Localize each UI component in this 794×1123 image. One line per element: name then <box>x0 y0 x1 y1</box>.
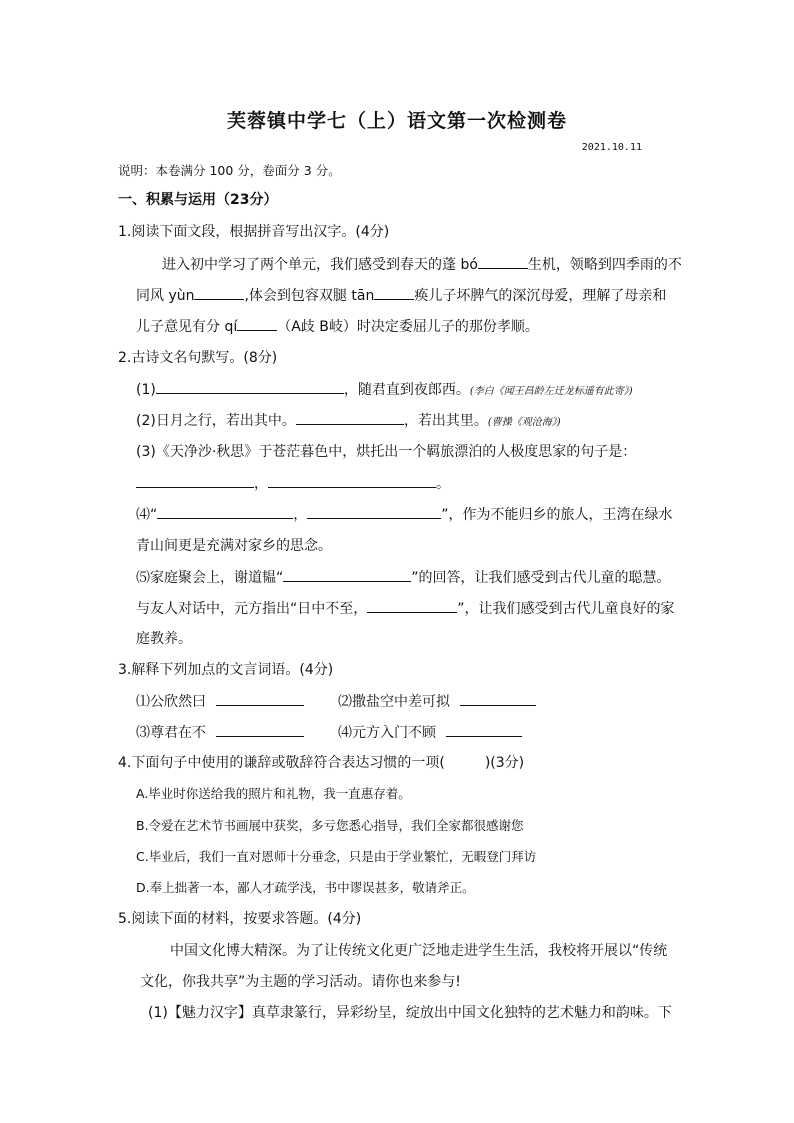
answer-blank[interactable] <box>157 504 293 519</box>
q2-text: ⑷“ <box>136 507 158 523</box>
q1-text: ,体会到包容双腿 tān <box>244 288 375 304</box>
answer-blank[interactable] <box>237 316 277 331</box>
q2-text: ， <box>254 476 268 492</box>
q2-text: (1) <box>136 382 156 398</box>
answer-blank[interactable] <box>478 254 528 269</box>
poem-source: (曹操《观沧海》) <box>487 417 561 428</box>
q4-text: 4.下面句子中使用的谦辞或敬辞符合表达习惯的一项( <box>118 755 445 771</box>
q4-option-a: A.毕业时你送给我的照片和礼物，我一直惠存着。 <box>136 786 411 801</box>
q2-item3-blanks <box>136 473 450 494</box>
q2-text: ， <box>293 507 308 523</box>
answer-blank[interactable] <box>307 504 441 519</box>
q5-subquestion-1: (1)【魅力汉字】真草隶篆行，异彩纷呈，绽放出中国文化独特的艺术魅力和韵味。下 <box>148 1005 672 1021</box>
answer-blank[interactable] <box>460 691 536 706</box>
q1-heading: 1.阅读下面文段，根据拼音写出汉字。(4分) <box>118 224 390 240</box>
q2-item2 <box>136 410 561 433</box>
q1-text: （A歧 B岐）时决定委屈儿子的那份孝顺。 <box>277 319 539 335</box>
answer-blank[interactable] <box>136 473 254 488</box>
q4-text: )(3分) <box>484 755 525 771</box>
q5-paragraph-line2: 文化，你我共享”为主题的学习活动。请你也来参与! <box>140 974 461 990</box>
q2-text: 。 <box>436 476 450 492</box>
answer-blank[interactable] <box>216 691 304 706</box>
q5-heading: 5.阅读下面的材料，按要求答题。(4分) <box>118 911 362 927</box>
q3-text: ⑵撒盐空中差可拟 <box>338 694 450 710</box>
q1-text: 生机，领略到四季雨的不 <box>527 257 682 273</box>
q2-text: ，随君直到夜郎西。 <box>343 382 470 398</box>
q1-line3 <box>136 316 539 337</box>
q2-text: ，若出其里。 <box>403 413 488 429</box>
q3-text: ⑷元方入门不顾 <box>338 725 436 741</box>
q2-text: 与友人对话中，元方指出“日中不至， <box>136 601 368 617</box>
q5-paragraph-line1: 中国文化博大精深。为了让传统文化更广泛地走进学生生活，我校将开展以“传统 <box>170 943 668 959</box>
q2-item1 <box>136 379 633 402</box>
section-heading: 一、积累与运用（23分） <box>118 192 278 208</box>
answer-blank[interactable] <box>446 722 522 737</box>
answer-blank[interactable] <box>374 285 414 300</box>
q2-item5-end: 庭教养。 <box>136 631 192 647</box>
q2-text: (2)日月之行，若出其中。 <box>136 413 296 429</box>
q3-item2 <box>338 691 536 712</box>
answer-blank[interactable] <box>216 722 304 737</box>
q1-line2 <box>136 285 666 306</box>
q3-item1 <box>136 691 304 712</box>
q4-option-c: C.毕业后，我们一直对恩师十分垂念，只是由于学业繁忙，无暇登门拜访 <box>136 849 537 864</box>
poem-source: (李白《闻王昌龄左迁龙标遥有此寄》) <box>469 386 633 397</box>
answer-blank[interactable] <box>283 567 411 582</box>
q2-item4 <box>136 504 673 525</box>
q2-item5 <box>136 567 671 588</box>
q2-item3: (3)《天净沙·秋思》于苍茫暮色中，烘托出一个羁旅漂泊的人极度思家的句子是： <box>136 444 637 460</box>
exam-note: 说明：本卷满分 100 分，卷面分 3 分。 <box>118 163 341 178</box>
q4-option-b: B.令爱在艺术节书画展中获奖，多亏您悉心指导，我们全家都很感谢您 <box>136 818 524 833</box>
q1-line1 <box>162 254 682 275</box>
q2-text: ”，作为不能归乡的旅人，王湾在绿水 <box>441 507 673 523</box>
q1-text: 儿子意见有分 qí <box>136 319 238 335</box>
q4-option-d: D.奉上拙著一本，鄙人才疏学浅，书中谬误甚多，敬请斧正。 <box>136 880 475 895</box>
q3-item4 <box>338 722 522 743</box>
q3-text: ⑶尊君在不 <box>136 725 206 741</box>
q2-text: ⑸家庭聚会上，谢道韫“ <box>136 570 284 586</box>
q3-text: ⑴公欣然曰 <box>136 694 206 710</box>
q1-text: 痪儿子坏脾气的深沉母爱，理解了母亲和 <box>414 288 667 304</box>
answer-blank[interactable] <box>156 379 344 394</box>
answer-blank[interactable] <box>296 410 404 425</box>
q2-heading: 2.古诗文名句默写。(8分) <box>118 350 278 366</box>
q1-text: 同风 yùn <box>136 288 195 304</box>
answer-blank[interactable] <box>367 598 457 613</box>
q2-text: ”，让我们感受到古代儿童良好的家 <box>457 601 675 617</box>
q3-item3 <box>136 722 304 743</box>
exam-date: 2021.10.11 <box>581 142 642 153</box>
q2-text: ”的回答，让我们感受到古代儿童的聪慧。 <box>411 570 671 586</box>
q4-heading <box>118 753 524 773</box>
exam-title: 芙蓉镇中学七（上）语文第一次检测卷 <box>226 110 567 132</box>
q3-heading: 3.解释下列加点的文言词语。(4分) <box>118 662 334 678</box>
q2-item5-cont <box>136 598 675 619</box>
answer-blank[interactable] <box>268 473 436 488</box>
q1-text: 进入初中学习了两个单元，我们感受到春天的蓬 bó <box>162 257 478 273</box>
q2-item4-cont: 青山间更是充满对家乡的思念。 <box>136 538 332 554</box>
answer-blank[interactable] <box>194 285 244 300</box>
